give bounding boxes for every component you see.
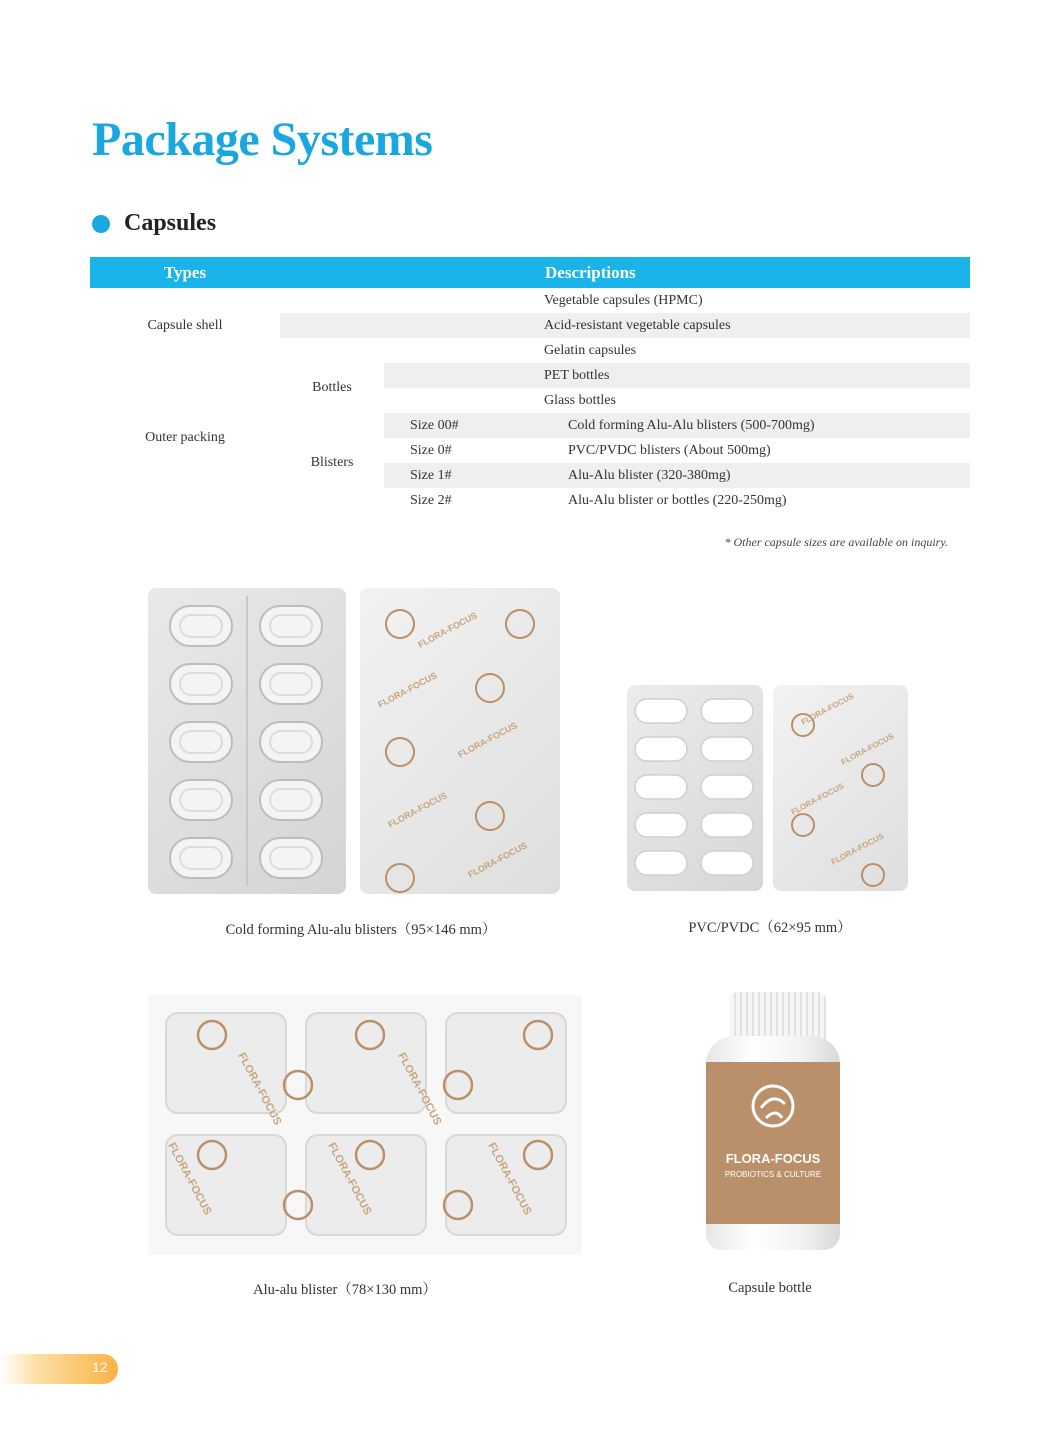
- alu-alu-blister-image: [148, 995, 582, 1255]
- svg-text:FLORA-FOCUS: FLORA-FOCUS: [799, 691, 856, 727]
- bottle-brand-tagline: PROBIOTICS & CULTURE: [724, 1170, 822, 1179]
- table-footnote: * Other capsule sizes are available on inquiry.: [724, 535, 948, 549]
- brand-print-graphic: [360, 588, 560, 894]
- svg-text:FLORA-FOCUS: FLORA-FOCUS: [789, 781, 846, 817]
- brand-print-graphic: [773, 685, 908, 891]
- svg-text:FLORA-FOCUS: FLORA-FOCUS: [416, 610, 479, 650]
- capsules-table: [90, 257, 970, 513]
- svg-text:FLORA-FOCUS: FLORA-FOCUS: [165, 1140, 214, 1218]
- blisters-label: Blisters: [310, 455, 354, 470]
- blister-size: Size 1#: [384, 463, 512, 488]
- shell-item: Gelatin capsules: [544, 342, 637, 358]
- svg-text:FLORA-FOCUS: FLORA-FOCUS: [456, 720, 519, 760]
- svg-text:FLORA-FOCUS: FLORA-FOCUS: [839, 731, 896, 767]
- blister-desc: PVC/PVDC blisters (About 500mg): [568, 442, 771, 458]
- blister-desc: Alu-Alu blister (320-380mg): [512, 463, 970, 488]
- section-heading: [92, 210, 216, 237]
- blister-size: Size 0#: [410, 442, 452, 458]
- bottle-label: [706, 1062, 840, 1224]
- blister-size: Size 2#: [410, 492, 452, 508]
- alu-sheet-graphic: [148, 995, 582, 1255]
- svg-text:FLORA-FOCUS: FLORA-FOCUS: [376, 670, 439, 710]
- caption-bottle: Capsule bottle: [728, 1280, 812, 1296]
- svg-text:FLORA-FOCUS: FLORA-FOCUS: [395, 1050, 444, 1128]
- bottles-label: Bottles: [312, 380, 352, 395]
- page-number: 12: [92, 1359, 108, 1375]
- bottles-item: PET bottles: [384, 363, 970, 388]
- blister-desc: Cold forming Alu-Alu blisters (500-700mg): [512, 413, 970, 438]
- cold-forming-blister-back-image: [360, 588, 560, 894]
- shell-item: Vegetable capsules (HPMC): [544, 292, 703, 308]
- bottle-brand-name: FLORA-FOCUS: [725, 1151, 821, 1166]
- page-title: Package Systems: [92, 113, 433, 166]
- caption-alu-alu: Alu-alu blister（78×130 mm）: [253, 1282, 437, 1298]
- capsule-bottle-image: [700, 992, 840, 1254]
- pvc-capsules-graphic: [627, 685, 763, 891]
- header-types: Types: [90, 257, 280, 288]
- bottle-cap: [730, 992, 826, 1042]
- section-title: Capsules: [124, 210, 217, 236]
- pvc-blister-front-image: [627, 685, 763, 891]
- blister-desc: Alu-Alu blister or bottles (220-250mg): [568, 492, 787, 508]
- svg-text:FLORA-FOCUS: FLORA-FOCUS: [485, 1140, 534, 1218]
- blister-cavities-graphic: [148, 588, 346, 894]
- caption-pvc: PVC/PVDC（62×95 mm）: [688, 920, 852, 936]
- bullet-icon: [92, 215, 110, 233]
- svg-text:FLORA-FOCUS: FLORA-FOCUS: [325, 1140, 374, 1218]
- svg-text:FLORA-FOCUS: FLORA-FOCUS: [235, 1050, 284, 1128]
- cold-forming-blister-front-image: [148, 588, 346, 894]
- svg-text:FLORA-FOCUS: FLORA-FOCUS: [466, 840, 529, 880]
- header-descriptions: Descriptions: [280, 257, 970, 288]
- brand-logo-icon: [706, 1062, 840, 1142]
- shell-item: Acid-resistant vegetable capsules: [280, 313, 970, 338]
- bottles-item: Glass bottles: [544, 392, 616, 408]
- outer-packing-label: Outer packing: [145, 430, 225, 445]
- caption-cold-forming: Cold forming Alu-alu blisters（95×146 mm）: [225, 922, 497, 938]
- svg-text:FLORA-FOCUS: FLORA-FOCUS: [829, 831, 886, 867]
- blister-size: Size 00#: [384, 413, 512, 438]
- capsule-shell-label: Capsule shell: [147, 317, 223, 333]
- pvc-blister-back-image: [773, 685, 908, 891]
- svg-text:FLORA-FOCUS: FLORA-FOCUS: [386, 790, 449, 830]
